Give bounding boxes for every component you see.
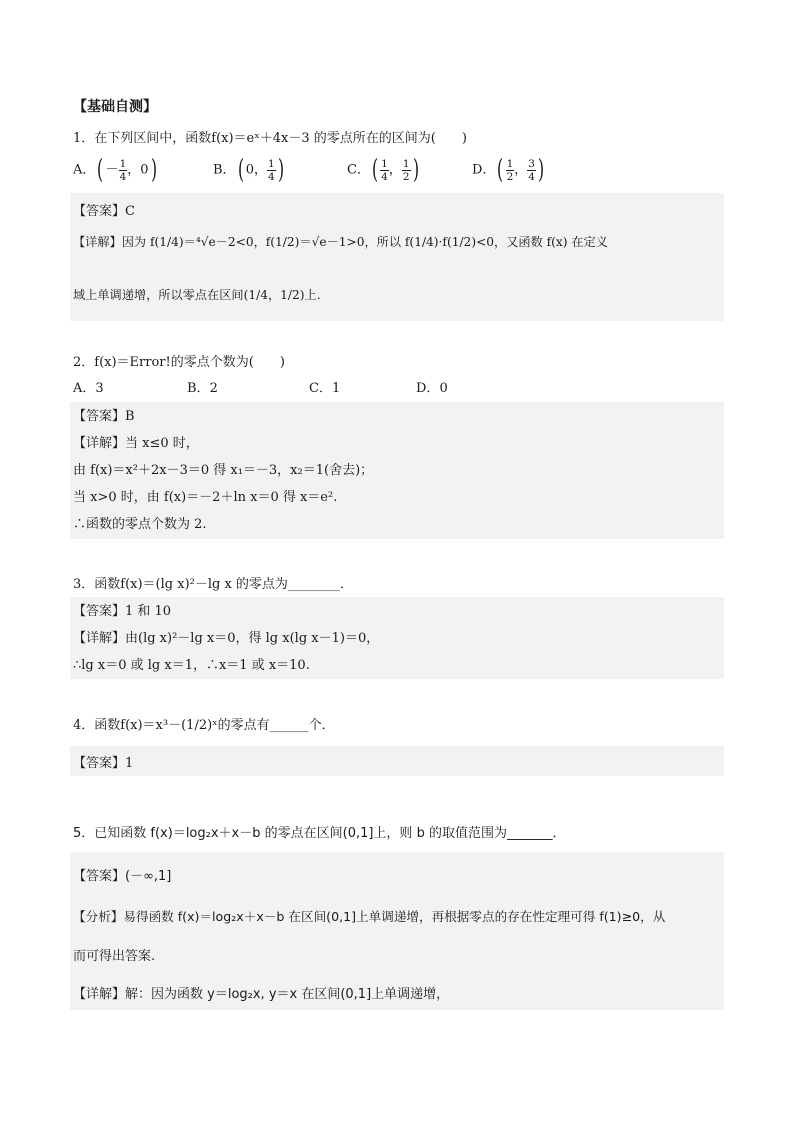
- q1-option-b: B．( 0， $\frac{1}{4}$ ): [213, 155, 284, 185]
- q2-detail-line4: ∴函数的零点个数为 2.: [73, 517, 207, 532]
- q2-detail-line3: 当 x>0 时，由 f(x)＝－2＋ln x＝0 得 x＝e².: [73, 490, 338, 505]
- q1-option-d: D．( $\frac{1}{2}$ ， $\frac{3}{4}$ ): [472, 155, 545, 185]
- q2-stem: 2．f(x)＝Error!的零点个数为( ): [73, 355, 285, 370]
- q2-detail-line1: 【详解】当 x≤0 时，: [73, 436, 199, 451]
- q4-stem: 4．函数f(x)＝x³－(1/2)ˣ的零点有______个．: [73, 718, 335, 733]
- section-title: 【基础自测】: [73, 99, 157, 115]
- q1-detail-line1: 【详解】因为 f(1/4)＝⁴√e－2<0，f(1/2)＝√e－1>0，所以 f(1/4)·f(1/2)<0，又函数 f(x) 在定义: [73, 235, 608, 249]
- q5-analysis-line1: 【分析】易得函数 f(x)＝log₂x＋x－b 在区间(0,1]上单调递增，再根据零点的存在性定理可得 f(1)≥0，从: [73, 909, 666, 924]
- q2-option-c: C．1: [309, 381, 341, 396]
- q1-stem: 1．在下列区间中，函数f(x)＝eˣ＋4x－3 的零点所在的区间为( ): [73, 131, 467, 146]
- q2-option-a: A．3: [73, 381, 104, 396]
- q1-option-a: A．( － $\frac{1}{4}$ ，0): [73, 155, 157, 185]
- q3-answer: 【答案】1 和 10: [73, 604, 172, 619]
- q2-option-d: D．0: [416, 381, 448, 396]
- q2-answer: 【答案】B: [73, 409, 135, 424]
- q3-detail-line2: ∴lg x＝0 或 lg x＝1，∴x＝1 或 x＝10.: [73, 658, 310, 673]
- q1-option-c: C．( $\frac{1}{4}$ ， $\frac{1}{2}$ ): [347, 155, 419, 185]
- q1-detail-line2: 域上单调递增，所以零点在区间(1/4，1/2)上.: [73, 288, 321, 302]
- q5-detail: 【详解】解：因为函数 y＝log₂x, y＝x 在区间(0,1]上单调递增，: [73, 987, 450, 1002]
- q3-stem: 3．函数f(x)＝(lg x)²－lg x 的零点为________．: [73, 577, 353, 592]
- q4-solution-box: [70, 746, 724, 776]
- q5-analysis-line2: 而可得出答案.: [73, 949, 156, 964]
- q1-answer: 【答案】C: [73, 204, 135, 219]
- q2-detail-line2: 由 f(x)＝x²＋2x－3＝0 得 x₁＝－3，x₂＝1(舍去)；: [73, 463, 374, 478]
- q5-stem: 5．已知函数 f(x)＝log₂x＋x－b 的零点在区间(0,1]上，则 b 的取值范围为_______．: [73, 826, 566, 841]
- q3-detail-line1: 【详解】由(lg x)²－lg x＝0，得 lg x(lg x－1)＝0，: [73, 631, 380, 646]
- q2-option-b: B．2: [187, 381, 218, 396]
- q4-answer: 【答案】1: [73, 756, 134, 771]
- q5-answer: 【答案】(－∞,1]: [73, 869, 172, 884]
